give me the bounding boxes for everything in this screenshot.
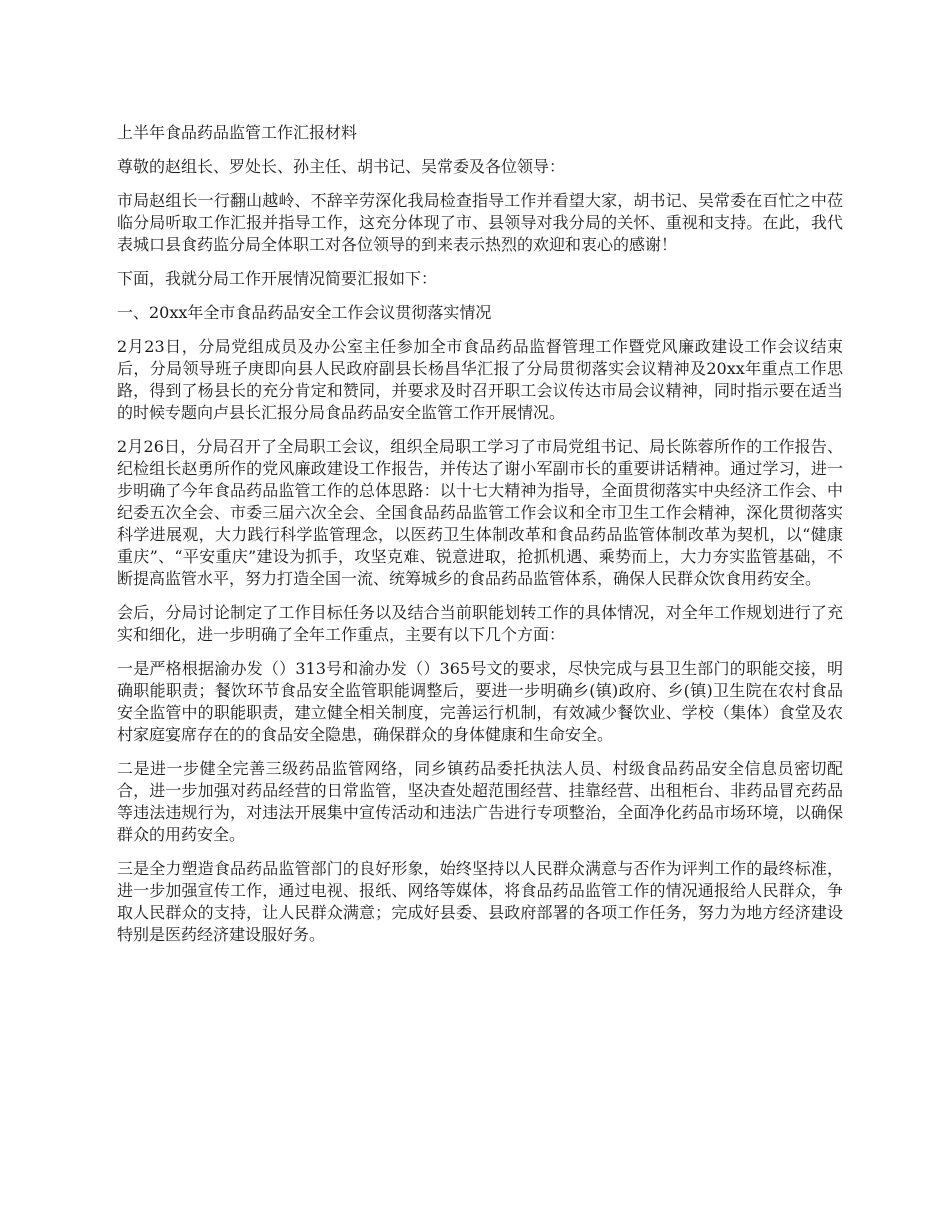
paragraph-feb26: 2月26日，分局召开了全局职工会议，组织全局职工学习了市局党组书记、局长陈蓉所作的工作报告、纪检组长赵勇所作的党风廉政建设工作报告，并传达了谢小军副市长的重要讲话精神。通过学习，进一步明确了今年食品药品监管工作的总体思路：以十七大精神为指导，全面贯彻落实中央经济工作会、中纪委五次全会、市委三届六次全会、全国食品药品监管工作会议和全市卫生工作会精神，深化贯彻落实科学进展观，大力践行科学监管理念，以医药卫生体制改革和食品药品监管体制改革为契机，以“健康重庆”、“平安重庆”建设为抓手，攻坚克难、锐意进取，抢抓机遇、乘势而上，大力夯实监管基础，不断提高监管水平，努力打造全国一流、统筹城乡的食品药品监管体系，确保人民群众饮食用药安全。 xyxy=(117,437,843,588)
paragraph-welcome: 市局赵组长一行翻山越岭、不辞辛劳深化我局检查指导工作并看望大家，胡书记、吴常委在百忙之中莅临分局听取工作汇报并指导工作，这充分体现了市、县领导对我分局的关怀、重视和支持。在此，我代表城口县食药监分局全体职工对各位领导的到来表示热烈的欢迎和衷心的感谢！ xyxy=(117,191,843,254)
paragraph-point-2: 二是进一步健全完善三级药品监管网络，同乡镇药品委托执法人员、村级食品药品安全信息员密切配合，进一步加强对药品经营的日常监管，坚决查处超范围经营、挂靠经营、出租柜台、非药品冒充药品等违法违规行为，对违法开展集中宣传活动和违法广告进行专项整治，全面净化药品市场环境，以确保群众的用药安全。 xyxy=(117,759,843,844)
document-title: 上半年食品药品监管工作汇报材料 xyxy=(117,123,358,142)
document-page xyxy=(117,122,843,958)
paragraph-point-3: 三是全力塑造食品药品监管部门的良好形象，始终坚持以人民群众满意与否作为评判工作的最终标准，进一步加强宣传工作，通过电视、报纸、网络等媒体，将食品药品监管工作的情况通报给人民群众，争取人民群众的支持，让人民群众满意；完成好县委、县政府部署的各项工作任务，努力为地方经济建设特别是医药经济建设服好务。 xyxy=(117,859,843,944)
paragraph-intro: 下面，我就分局工作开展情况简要汇报如下： xyxy=(117,269,438,288)
paragraph-point-1: 一是严格根据渝办发（）313号和渝办发（）365号文的要求，尽快完成与县卫生部门的职能交接，明确职能职责；餐饮环节食品安全监管职能调整后，要进一步明确乡(镇)政府、乡(镇)卫生院在农村食品安全监管中的职能职责，建立健全相关制度，完善运行机制，有效减少餐饮业、学校（集体）食堂及农村家庭宴席存在的的食品安全隐患，确保群众的身体健康和生命安全。 xyxy=(117,659,843,744)
salutation: 尊敬的赵组长、罗处长、孙主任、胡书记、吴常委及各位领导： xyxy=(117,157,566,176)
paragraph-after-meeting: 会后，分局讨论制定了工作目标任务以及结合当前职能划转工作的具体情况，对全年工作规划进行了充实和细化，进一步明确了全年工作重点，主要有以下几个方面： xyxy=(117,603,843,644)
section-heading-1: 一、20xx年全市食品药品安全工作会议贯彻落实情况 xyxy=(117,303,492,322)
paragraph-feb23: 2月23日，分局党组成员及办公室主任参加全市食品药品监督管理工作暨党风廉政建设工作会议结束后，分局领导班子庚即向县人民政府副县长杨昌华汇报了分局贯彻落实会议精神及20xx年重点工作思路，得到了杨县长的充分肯定和赞同，并要求及时召开职工会议传达市局会议精神，同时指示要在适当的时候专题向卢县长汇报分局食品药品安全监管工作开展情况。 xyxy=(117,337,843,422)
